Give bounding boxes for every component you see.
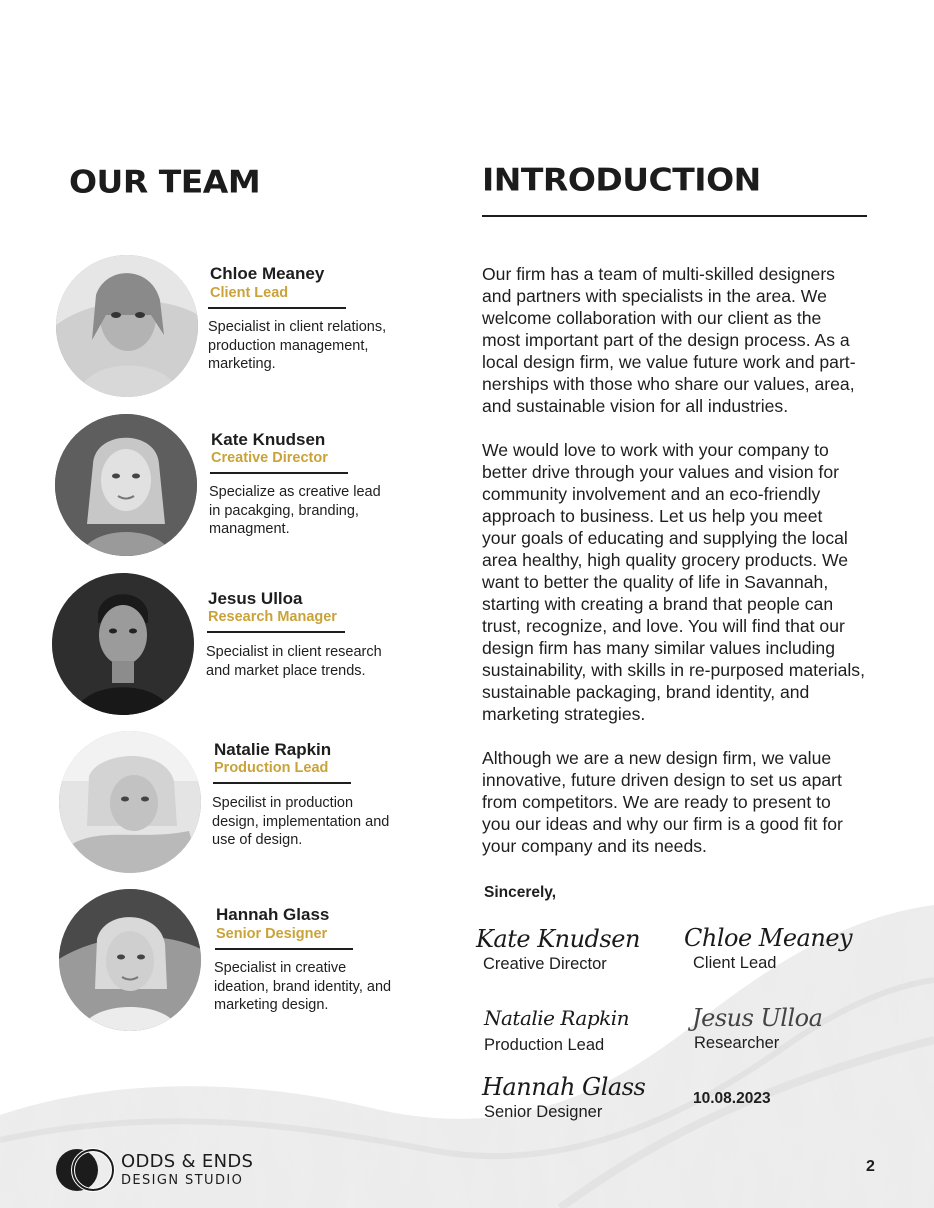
signature-title: Senior Designer [484, 1103, 603, 1121]
our-team-heading: OUR TEAM [69, 162, 261, 201]
portrait-photo [59, 889, 201, 1031]
signature-block-creative-director [476, 925, 640, 974]
member-name: Chloe Meaney [210, 264, 325, 283]
letter-date: 10.08.2023 [693, 1090, 771, 1107]
portrait-photo [56, 255, 198, 397]
member-divider [210, 472, 348, 474]
portrait-photo [52, 573, 194, 715]
intro-paragraph: Our firm has a team of multi-skilled designers and partners with specialists in the area. We welcome collaboration with our client as the most important part of the design process. As a local design firm, we value future work and part- nerships with those who share our values, area, and sustainable vision for all industries. [482, 264, 856, 416]
member-description: Specialist in client research and market place trends. [206, 644, 382, 679]
signature: Chloe Meaney [684, 924, 853, 952]
member-description: Specialist in creative ideation, brand identity, and marketing design. [214, 960, 392, 1013]
member-divider [213, 782, 351, 784]
member-description: Specilist in production design, implementation and use of design. [212, 795, 390, 848]
member-name: Kate Knudsen [211, 430, 326, 449]
member-description: Specialist in client relations, production management, marketing. [208, 319, 387, 372]
intro-paragraph: Although we are a new design firm, we value innovative, future driven design to set us apart from competitors. We are ready to present to you our ideas and why our firm is a good fit for your company and its needs. [482, 748, 843, 856]
logo-tagline: DESIGN STUDIO [121, 1173, 244, 1188]
introduction-body [482, 263, 874, 879]
member-divider [215, 948, 353, 950]
closing-text: Sincerely, [484, 884, 557, 901]
page-number: 2 [866, 1158, 875, 1175]
signature: Natalie Rapkin [484, 1006, 630, 1030]
portrait-photo [55, 414, 197, 556]
member-divider [207, 631, 345, 633]
member-role: Production Lead [214, 760, 329, 776]
member-name: Natalie Rapkin [214, 740, 332, 759]
member-description: Specialize as creative lead in pacakging, branding, managment. [209, 484, 381, 537]
signature-block-researcher [692, 1004, 822, 1053]
signature-block-client-lead [684, 924, 852, 973]
member-role: Senior Designer [216, 926, 328, 942]
signature-title: Client Lead [693, 954, 777, 972]
member-role: Client Lead [210, 285, 289, 301]
member-role: Research Manager [208, 609, 337, 625]
studio-logo [55, 1147, 253, 1193]
logo-name: ODDS & ENDS [121, 1151, 254, 1172]
overlapping-circles-logo-icon [55, 1147, 115, 1193]
signature: Kate Knudsen [476, 925, 640, 953]
introduction-divider [482, 215, 867, 217]
signature-block-senior-designer [482, 1073, 645, 1122]
signature: Hannah Glass [482, 1073, 646, 1101]
introduction-heading: INTRODUCTION [482, 160, 761, 199]
signature-block-production-lead [484, 1006, 629, 1055]
signature-title: Researcher [694, 1034, 780, 1052]
portrait-photo [59, 731, 201, 873]
member-name: Jesus Ulloa [208, 589, 303, 608]
member-role: Creative Director [211, 450, 328, 466]
intro-paragraph: We would love to work with your company to better drive through your values and vision for community involvement and an eco-friendly approach to business. Let us help you meet your goals of educating and supplying the local area healthy, high quality grocery products. We want to better the quality of life in Savannah, starting with creating a brand that people can trust, recognize, and love. You will find that our design firm has many similar values including sustainability, with skills in re-purposed materials, sustainable packaging, brand identity, and marketing strategies. [482, 440, 865, 724]
member-divider [208, 307, 346, 309]
member-name: Hannah Glass [216, 905, 330, 924]
signature-title: Creative Director [483, 955, 607, 973]
signature: Jesus Ulloa [692, 1004, 823, 1032]
signature-title: Production Lead [484, 1036, 605, 1054]
